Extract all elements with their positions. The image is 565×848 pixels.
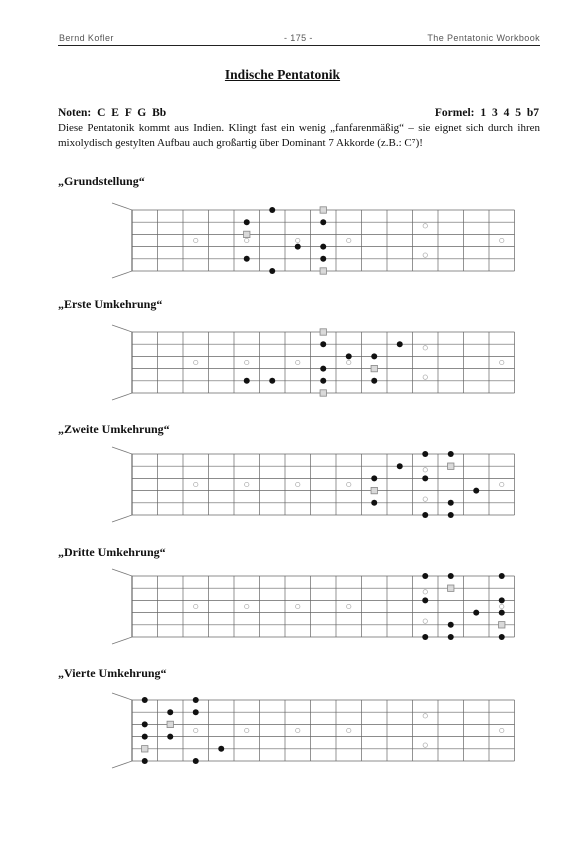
- root-note-square: [448, 463, 454, 469]
- scale-note-dot: [167, 709, 173, 715]
- fret-position-marker: [347, 360, 351, 364]
- headstock-line: [112, 325, 132, 332]
- scale-note-dot: [422, 597, 428, 603]
- scale-note-dot: [499, 573, 505, 579]
- fretboard-diagram-dritte-umkehrung: [110, 564, 520, 654]
- fret-position-marker: [245, 482, 249, 486]
- fret-position-marker: [500, 360, 504, 364]
- root-note-square: [320, 390, 326, 396]
- root-note-square: [142, 746, 148, 752]
- notes-line: Noten: C E F G Bb: [58, 107, 167, 119]
- headstock-line: [112, 693, 132, 700]
- headstock-line: [112, 393, 132, 400]
- section-label-vierte-umkehrung: „Vierte Umkehrung“: [58, 666, 167, 680]
- fret-position-marker: [296, 360, 300, 364]
- root-note-square: [448, 585, 454, 591]
- fret-position-marker: [423, 743, 427, 747]
- root-note-square: [167, 721, 173, 727]
- scale-note-dot: [320, 244, 326, 250]
- root-note-square: [371, 365, 377, 371]
- scale-note-dot: [295, 244, 301, 250]
- root-note-square: [320, 268, 326, 274]
- page-header: [58, 33, 540, 46]
- root-note-square: [371, 487, 377, 493]
- scale-note-dot: [167, 734, 173, 740]
- header-page-number: - 175 -: [284, 33, 313, 43]
- scale-note-dot: [193, 758, 199, 764]
- fretboard-diagram-vierte-umkehrung: [110, 688, 520, 778]
- scale-note-dot: [422, 634, 428, 640]
- headstock-line: [112, 447, 132, 454]
- description-paragraph: Diese Pentatonik kommt aus Indien. Klingt fast ein wenig „fanfarenmäßig“ – sie eignet sich durch ihren mixolydisch gestylten Aufbau auch großartig über Dominant 7 Akkorde (z.B.: C⁷)!: [58, 122, 540, 149]
- headstock-line: [112, 271, 132, 278]
- scale-note-dot: [371, 475, 377, 481]
- scale-note-dot: [499, 610, 505, 616]
- header-book-title: The Pentatonic Workbook: [427, 33, 540, 43]
- headstock-line: [112, 515, 132, 522]
- scale-note-dot: [142, 697, 148, 703]
- scale-note-dot: [320, 366, 326, 372]
- root-note-square: [499, 622, 505, 628]
- scale-note-dot: [422, 573, 428, 579]
- scale-note-dot: [320, 256, 326, 262]
- scale-note-dot: [244, 219, 250, 225]
- page-title: Indische Pentatonik: [224, 67, 341, 82]
- fret-position-marker: [423, 375, 427, 379]
- scale-note-dot: [269, 268, 275, 274]
- scale-note-dot: [320, 341, 326, 347]
- scale-note-dot: [448, 573, 454, 579]
- scale-note-dot: [269, 378, 275, 384]
- scale-note-dot: [244, 378, 250, 384]
- section-label-erste-umkehrung: „Erste Umkehrung“: [58, 297, 163, 311]
- headstock-line: [112, 637, 132, 644]
- scale-note-dot: [371, 353, 377, 359]
- fret-position-marker: [245, 238, 249, 242]
- scale-note-dot: [371, 378, 377, 384]
- fret-position-marker: [296, 604, 300, 608]
- fret-position-marker: [423, 497, 427, 501]
- scale-note-dot: [422, 512, 428, 518]
- scale-note-dot: [448, 634, 454, 640]
- scale-note-dot: [499, 597, 505, 603]
- fret-position-marker: [296, 238, 300, 242]
- scale-note-dot: [422, 451, 428, 457]
- section-label-zweite-umkehrung: „Zweite Umkehrung“: [58, 422, 170, 436]
- fretboard-diagram-grundstellung: [110, 198, 520, 288]
- scale-note-dot: [193, 709, 199, 715]
- scale-note-dot: [244, 256, 250, 262]
- fret-position-marker: [296, 728, 300, 732]
- fret-position-marker: [500, 482, 504, 486]
- scale-note-dot: [320, 378, 326, 384]
- fret-position-marker: [423, 590, 427, 594]
- scale-note-dot: [346, 353, 352, 359]
- section-label-grundstellung: „Grundstellung“: [58, 174, 145, 188]
- scale-note-dot: [193, 697, 199, 703]
- fret-position-marker: [423, 714, 427, 718]
- scale-note-dot: [397, 341, 403, 347]
- headstock-line: [112, 203, 132, 210]
- fret-position-marker: [194, 238, 198, 242]
- fret-position-marker: [500, 604, 504, 608]
- scale-note-dot: [473, 610, 479, 616]
- fret-position-marker: [347, 238, 351, 242]
- fret-position-marker: [423, 253, 427, 257]
- scale-note-dot: [218, 746, 224, 752]
- root-note-square: [320, 207, 326, 213]
- fret-position-marker: [347, 604, 351, 608]
- fret-position-marker: [194, 482, 198, 486]
- scale-note-dot: [473, 488, 479, 494]
- fret-position-marker: [296, 482, 300, 486]
- fret-position-marker: [423, 224, 427, 228]
- section-label-dritte-umkehrung: „Dritte Umkehrung“: [58, 545, 166, 559]
- scale-note-dot: [448, 622, 454, 628]
- fret-position-marker: [245, 728, 249, 732]
- header-author: Bernd Kofler: [59, 33, 114, 43]
- scale-note-dot: [422, 475, 428, 481]
- scale-note-dot: [142, 758, 148, 764]
- fret-position-marker: [423, 619, 427, 623]
- fret-position-marker: [500, 728, 504, 732]
- headstock-line: [112, 761, 132, 768]
- scale-note-dot: [142, 734, 148, 740]
- root-note-square: [244, 231, 250, 237]
- scale-note-dot: [142, 721, 148, 727]
- root-note-square: [320, 329, 326, 335]
- fret-position-marker: [347, 728, 351, 732]
- fret-position-marker: [194, 728, 198, 732]
- scale-note-dot: [448, 500, 454, 506]
- fretboard-diagram-zweite-umkehrung: [110, 442, 520, 532]
- fret-position-marker: [423, 468, 427, 472]
- fret-position-marker: [245, 604, 249, 608]
- scale-note-dot: [269, 207, 275, 213]
- fret-position-marker: [194, 604, 198, 608]
- scale-note-dot: [371, 500, 377, 506]
- fret-position-marker: [194, 360, 198, 364]
- scale-note-dot: [499, 634, 505, 640]
- fret-position-marker: [245, 360, 249, 364]
- scale-note-dot: [448, 512, 454, 518]
- fretboard-diagram-erste-umkehrung: [110, 320, 520, 410]
- fret-position-marker: [423, 346, 427, 350]
- fret-position-marker: [347, 482, 351, 486]
- scale-note-dot: [397, 463, 403, 469]
- formula-line: Formel: 1 3 4 5 b7: [434, 107, 539, 119]
- scale-note-dot: [448, 451, 454, 457]
- scale-note-dot: [320, 219, 326, 225]
- fret-position-marker: [500, 238, 504, 242]
- headstock-line: [112, 569, 132, 576]
